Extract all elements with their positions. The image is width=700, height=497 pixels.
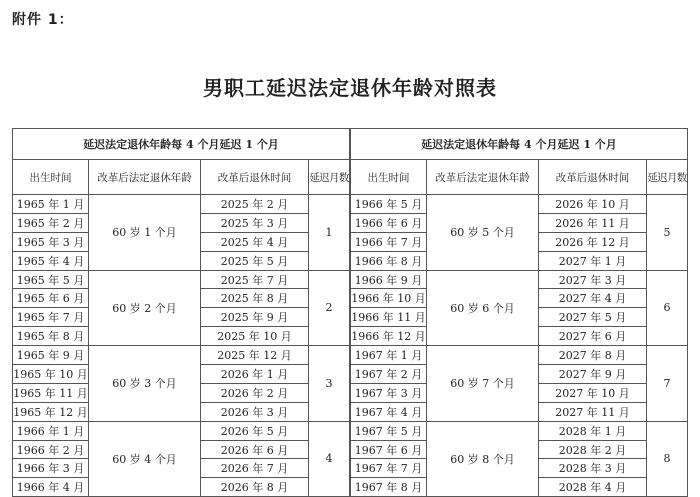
birth-date-cell: 1965 年 3 月 [13,232,89,251]
retirement-time-cell: 2027 年 6 月 [539,327,647,346]
table-row [13,346,350,365]
birth-date-cell: 1966 年 5 月 [351,195,427,214]
birth-date-cell: 1966 年 10 月 [351,289,427,308]
birth-date-cell: 1965 年 10 月 [13,365,89,384]
retirement-age-cell: 60 岁 3 个月 [89,346,201,422]
retirement-time-cell: 2027 年 5 月 [539,308,647,327]
birth-date-cell: 1966 年 2 月 [13,440,89,459]
birth-date-cell: 1967 年 3 月 [351,383,427,402]
retirement-time-cell: 2026 年 8 月 [201,478,309,497]
birth-date-cell: 1966 年 6 月 [351,213,427,232]
retirement-time-cell: 2028 年 2 月 [539,440,647,459]
birth-date-cell: 1966 年 8 月 [351,251,427,270]
birth-date-cell: 1965 年 5 月 [13,270,89,289]
table-row [351,270,688,289]
table-row [351,195,688,214]
delay-months-cell: 5 [647,195,688,271]
retirement-age-cell: 60 岁 6 个月 [427,270,539,346]
retirement-time-cell: 2026 年 3 月 [201,402,309,421]
table-row [13,195,350,214]
retirement-time-cell: 2025 年 8 月 [201,289,309,308]
retirement-time-cell: 2027 年 3 月 [539,270,647,289]
birth-date-cell: 1965 年 6 月 [13,289,89,308]
birth-date-cell: 1966 年 4 月 [13,478,89,497]
birth-date-cell: 1966 年 9 月 [351,270,427,289]
birth-date-cell: 1965 年 11 月 [13,383,89,402]
birth-date-cell: 1967 年 5 月 [351,421,427,440]
birth-date-cell: 1966 年 1 月 [13,421,89,440]
delay-months-cell: 7 [647,346,688,422]
retirement-time-cell: 2025 年 10 月 [201,327,309,346]
table-row [351,421,688,440]
table-row [13,270,350,289]
retirement-time-cell: 2027 年 8 月 [539,346,647,365]
retirement-time-cell: 2027 年 4 月 [539,289,647,308]
retirement-time-cell: 2026 年 1 月 [201,365,309,384]
tables-container [12,128,688,495]
delay-months-cell: 1 [309,195,350,271]
birth-date-cell: 1966 年 7 月 [351,232,427,251]
header-retirement-age: 改革后法定退休年龄 [427,160,539,195]
retirement-time-cell: 2025 年 3 月 [201,213,309,232]
retirement-age-cell: 60 岁 5 个月 [427,195,539,271]
header-birth-date: 出生时间 [13,160,89,195]
retirement-time-cell: 2028 年 1 月 [539,421,647,440]
retirement-age-cell: 60 岁 7 个月 [427,346,539,422]
retirement-time-cell: 2026 年 2 月 [201,383,309,402]
page-title: 男职工延迟法定退休年龄对照表 [203,76,497,100]
retirement-time-cell: 2027 年 10 月 [539,383,647,402]
header-retirement-time: 改革后退休时间 [539,160,647,195]
birth-date-cell: 1965 年 2 月 [13,213,89,232]
retirement-time-cell: 2025 年 7 月 [201,270,309,289]
birth-date-cell: 1967 年 4 月 [351,402,427,421]
retirement-time-cell: 2026 年 7 月 [201,459,309,478]
birth-date-cell: 1967 年 1 月 [351,346,427,365]
retirement-time-cell: 2026 年 6 月 [201,440,309,459]
birth-date-cell: 1967 年 7 月 [351,459,427,478]
retirement-time-cell: 2025 年 5 月 [201,251,309,270]
retirement-age-cell: 60 岁 4 个月 [89,421,201,497]
retirement-time-cell: 2027 年 1 月 [539,251,647,270]
retirement-age-cell: 60 岁 2 个月 [89,270,201,346]
header-retirement-age: 改革后法定退休年龄 [89,160,201,195]
retirement-time-cell: 2026 年 12 月 [539,232,647,251]
table-row [351,346,688,365]
birth-date-cell: 1967 年 6 月 [351,440,427,459]
retirement-time-cell: 2028 年 4 月 [539,478,647,497]
birth-date-cell: 1966 年 12 月 [351,327,427,346]
retirement-time-cell: 2026 年 11 月 [539,213,647,232]
header-retirement-time: 改革后退休时间 [201,160,309,195]
retirement-time-cell: 2025 年 12 月 [201,346,309,365]
birth-date-cell: 1965 年 4 月 [13,251,89,270]
birth-date-cell: 1965 年 12 月 [13,402,89,421]
retirement-time-cell: 2028 年 3 月 [539,459,647,478]
birth-date-cell: 1965 年 7 月 [13,308,89,327]
retirement-time-cell: 2025 年 4 月 [201,232,309,251]
header-birth-date: 出生时间 [351,160,427,195]
birth-date-cell: 1966 年 3 月 [13,459,89,478]
retirement-time-cell: 2027 年 11 月 [539,402,647,421]
retirement-time-cell: 2025 年 2 月 [201,195,309,214]
retirement-time-cell: 2027 年 9 月 [539,365,647,384]
birth-date-cell: 1967 年 2 月 [351,365,427,384]
retirement-time-cell: 2026 年 5 月 [201,421,309,440]
delay-months-cell: 6 [647,270,688,346]
table-caption: 延迟法定退休年龄每 4 个月延迟 1 个月 [13,129,350,160]
table-caption: 延迟法定退休年龄每 4 个月延迟 1 个月 [351,129,688,160]
retirement-age-cell: 60 岁 1 个月 [89,195,201,271]
delay-months-cell: 2 [309,270,350,346]
delay-months-cell: 4 [309,421,350,497]
retirement-time-cell: 2025 年 9 月 [201,308,309,327]
birth-date-cell: 1967 年 8 月 [351,478,427,497]
birth-date-cell: 1965 年 9 月 [13,346,89,365]
retirement-table-left [12,128,350,497]
retirement-table-right [350,128,688,497]
birth-date-cell: 1965 年 1 月 [13,195,89,214]
birth-date-cell: 1965 年 8 月 [13,327,89,346]
header-delay-months: 延迟月数 [309,160,350,195]
retirement-time-cell: 2026 年 10 月 [539,195,647,214]
delay-months-cell: 8 [647,421,688,497]
retirement-age-cell: 60 岁 8 个月 [427,421,539,497]
attachment-label: 附件 1： [12,12,74,28]
delay-months-cell: 3 [309,346,350,422]
header-delay-months: 延迟月数 [647,160,688,195]
birth-date-cell: 1966 年 11 月 [351,308,427,327]
table-row [13,421,350,440]
